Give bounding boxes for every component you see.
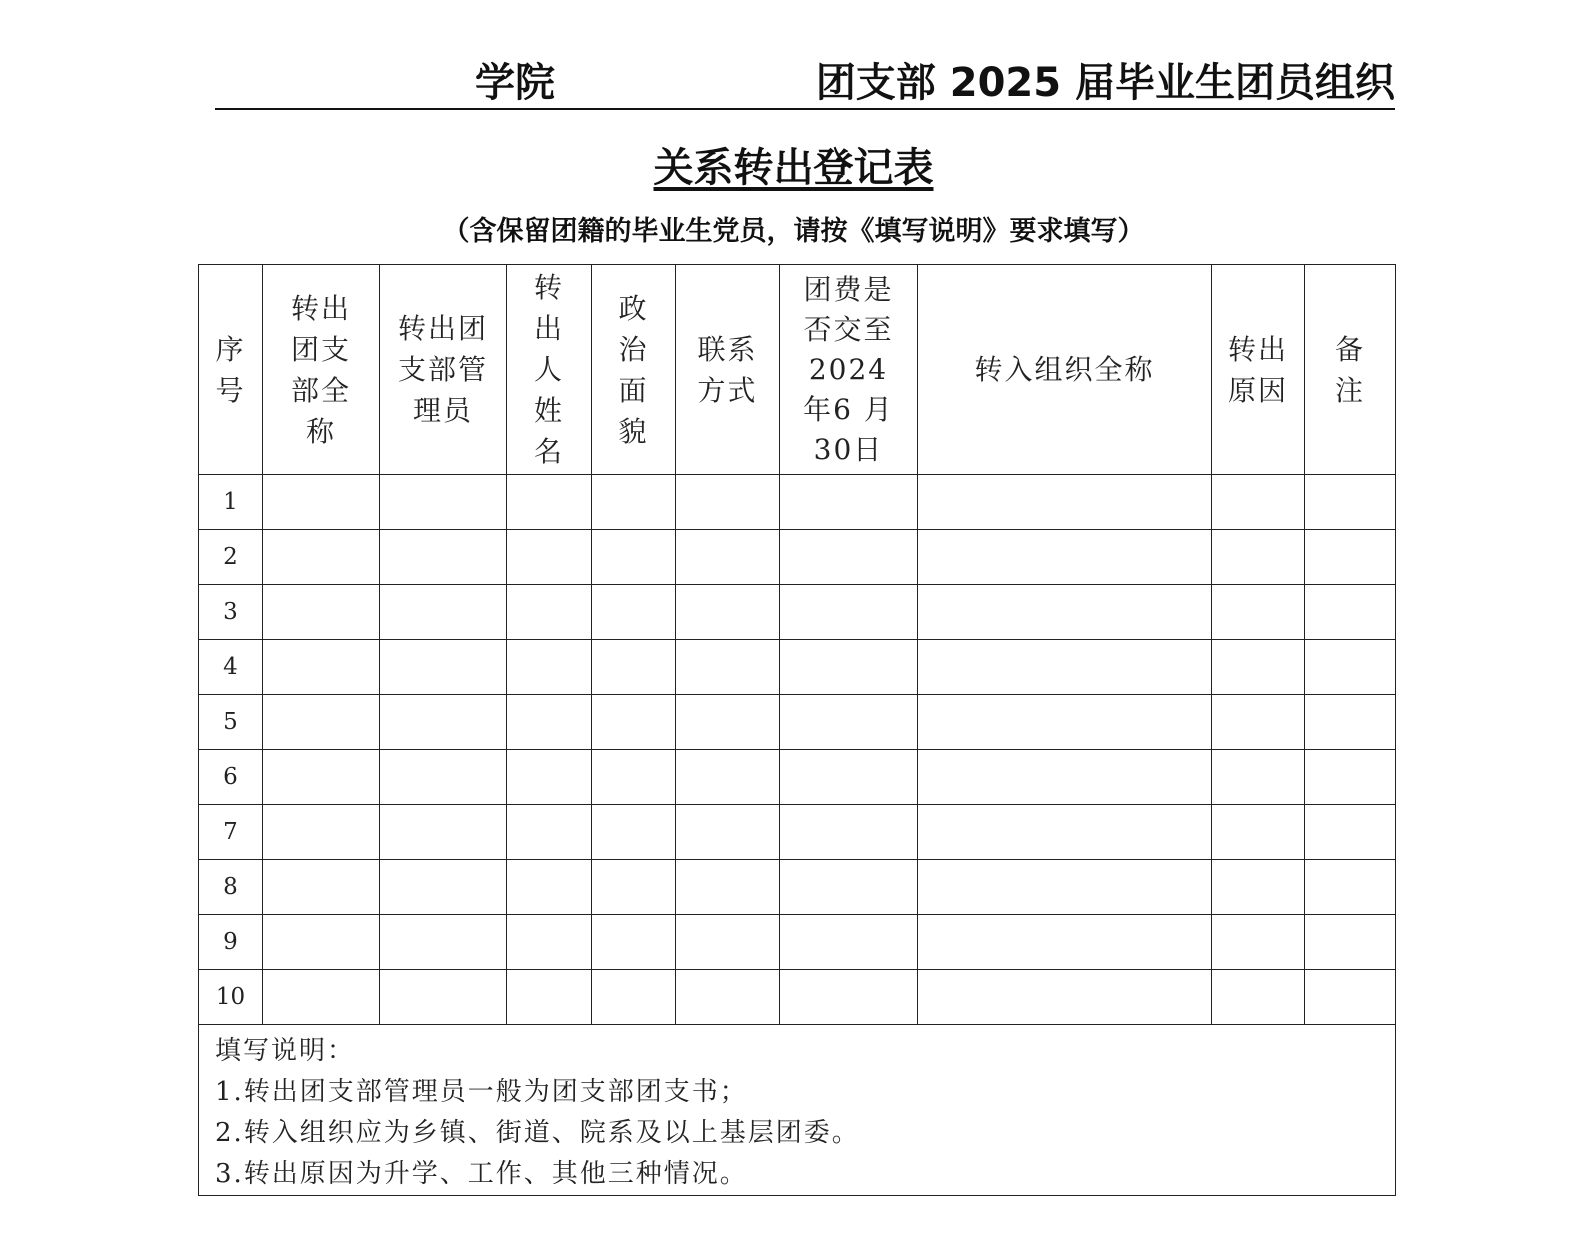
table-cell[interactable] (918, 915, 1212, 970)
notes-heading: 填写说明： (215, 1036, 356, 1066)
row-number: 3 (199, 585, 263, 640)
table-cell[interactable] (263, 640, 380, 695)
table-cell[interactable] (263, 530, 380, 585)
form-subtitle: （含保留团籍的毕业生党员，请按《填写说明》要求填写） (442, 216, 1145, 247)
row-number: 5 (199, 695, 263, 750)
table-row (199, 805, 1396, 860)
registration-table (198, 264, 1396, 1196)
column-header-political-status: 政治面貌 (592, 265, 676, 475)
table-cell[interactable] (1305, 915, 1396, 970)
table-cell[interactable] (780, 530, 918, 585)
table-cell[interactable] (1212, 805, 1305, 860)
table-cell[interactable] (380, 860, 507, 915)
table-cell[interactable] (780, 750, 918, 805)
table-cell[interactable] (780, 585, 918, 640)
table-row (199, 530, 1396, 585)
table-row (199, 970, 1396, 1025)
title-line-1 (215, 58, 1395, 110)
table-cell[interactable] (780, 915, 918, 970)
table-cell[interactable] (380, 970, 507, 1025)
table-cell[interactable] (507, 750, 592, 805)
table-cell[interactable] (780, 970, 918, 1025)
table-cell[interactable] (380, 585, 507, 640)
table-cell[interactable] (263, 805, 380, 860)
table-cell[interactable] (676, 970, 780, 1025)
column-header-remarks: 备注 (1305, 265, 1396, 475)
table-cell[interactable] (1305, 750, 1396, 805)
column-header-from-branch: 转出团支部全称 (263, 265, 380, 475)
branch-title: 团支部 2025 届毕业生团员组织 (815, 60, 1395, 106)
row-number: 8 (199, 860, 263, 915)
table-cell[interactable] (592, 640, 676, 695)
table-cell[interactable] (507, 530, 592, 585)
table-cell[interactable] (380, 475, 507, 530)
table-cell[interactable] (918, 750, 1212, 805)
table-cell[interactable] (1212, 475, 1305, 530)
notes-row (199, 1025, 1396, 1196)
table-cell[interactable] (1212, 695, 1305, 750)
table-cell[interactable] (1305, 530, 1396, 585)
table-cell[interactable] (780, 805, 918, 860)
table-cell[interactable] (1305, 695, 1396, 750)
table-cell[interactable] (1212, 585, 1305, 640)
table-cell[interactable] (263, 860, 380, 915)
table-cell[interactable] (1212, 530, 1305, 585)
table-cell[interactable] (263, 695, 380, 750)
table-cell[interactable] (676, 695, 780, 750)
table-row (199, 695, 1396, 750)
table-cell[interactable] (380, 915, 507, 970)
table-cell[interactable] (780, 640, 918, 695)
table-cell[interactable] (1212, 640, 1305, 695)
row-number: 1 (199, 475, 263, 530)
form-title: 关系转出登记表 (653, 145, 934, 191)
table-cell[interactable] (676, 640, 780, 695)
table-cell[interactable] (1305, 585, 1396, 640)
notes-item: 2.转入组织应为乡镇、街道、院系及以上基层团委。 (215, 1118, 860, 1148)
table-row (199, 585, 1396, 640)
table-cell[interactable] (592, 530, 676, 585)
table-cell[interactable] (592, 805, 676, 860)
table-cell[interactable] (263, 475, 380, 530)
table-cell[interactable] (380, 805, 507, 860)
row-number: 9 (199, 915, 263, 970)
table-cell[interactable] (1212, 915, 1305, 970)
table-cell[interactable] (592, 585, 676, 640)
table-cell[interactable] (1305, 970, 1396, 1025)
table-cell[interactable] (507, 860, 592, 915)
table-cell[interactable] (676, 860, 780, 915)
table-cell[interactable] (507, 915, 592, 970)
table-cell[interactable] (1212, 750, 1305, 805)
row-number: 6 (199, 750, 263, 805)
table-row (199, 640, 1396, 695)
table-cell[interactable] (507, 585, 592, 640)
column-header-to-org: 转入组织全称 (918, 265, 1212, 475)
table-cell[interactable] (918, 695, 1212, 750)
table-cell[interactable] (918, 860, 1212, 915)
table-cell[interactable] (592, 750, 676, 805)
table-row (199, 750, 1396, 805)
table-cell[interactable] (507, 970, 592, 1025)
column-header-reason: 转出原因 (1212, 265, 1305, 475)
table-cell[interactable] (507, 640, 592, 695)
row-number: 4 (199, 640, 263, 695)
table-cell[interactable] (592, 475, 676, 530)
row-number: 2 (199, 530, 263, 585)
table-cell[interactable] (1305, 860, 1396, 915)
row-number: 7 (199, 805, 263, 860)
table-cell[interactable] (507, 695, 592, 750)
table-cell[interactable] (380, 640, 507, 695)
table-cell[interactable] (1305, 475, 1396, 530)
table-row (199, 475, 1396, 530)
table-cell[interactable] (592, 860, 676, 915)
table-cell[interactable] (1212, 970, 1305, 1025)
table-cell[interactable] (676, 805, 780, 860)
notes-cell (199, 1025, 1396, 1196)
college-label: 学院 (475, 60, 555, 106)
table-cell[interactable] (592, 970, 676, 1025)
table-cell[interactable] (676, 750, 780, 805)
column-header-member-name: 转出人姓名 (507, 265, 592, 475)
table-cell[interactable] (1305, 640, 1396, 695)
table-cell[interactable] (918, 805, 1212, 860)
table-cell[interactable] (507, 805, 592, 860)
column-header-dues-paid: 团费是否交至2024 年6 月 30日 (780, 265, 918, 475)
row-number: 10 (199, 970, 263, 1025)
table-cell[interactable] (263, 970, 380, 1025)
table-row (199, 915, 1396, 970)
table-cell[interactable] (918, 640, 1212, 695)
column-header-branch-admin: 转出团支部管理员 (380, 265, 507, 475)
table-cell[interactable] (263, 915, 380, 970)
column-header-contact: 联系方式 (676, 265, 780, 475)
table-cell[interactable] (592, 695, 676, 750)
notes-item: 3.转出原因为升学、工作、其他三种情况。 (215, 1159, 748, 1189)
table-cell[interactable] (263, 750, 380, 805)
table-cell[interactable] (380, 530, 507, 585)
table-cell[interactable] (263, 585, 380, 640)
table-cell[interactable] (918, 585, 1212, 640)
table-cell[interactable] (1305, 805, 1396, 860)
table-cell[interactable] (676, 585, 780, 640)
column-header-index: 序号 (199, 265, 263, 475)
table-cell[interactable] (780, 695, 918, 750)
table-cell[interactable] (780, 860, 918, 915)
table-cell[interactable] (780, 475, 918, 530)
table-cell[interactable] (592, 915, 676, 970)
table-cell[interactable] (676, 530, 780, 585)
table-cell[interactable] (676, 915, 780, 970)
table-row (199, 860, 1396, 915)
table-cell[interactable] (676, 475, 780, 530)
table-cell[interactable] (507, 475, 592, 530)
table-cell[interactable] (380, 695, 507, 750)
table-cell[interactable] (918, 970, 1212, 1025)
table-cell[interactable] (918, 475, 1212, 530)
table-cell[interactable] (380, 750, 507, 805)
notes-item: 1.转出团支部管理员一般为团支部团支书； (215, 1077, 748, 1107)
title-line-2 (0, 140, 1587, 196)
table-cell[interactable] (1212, 860, 1305, 915)
header-row (199, 265, 1396, 475)
table-cell[interactable] (918, 530, 1212, 585)
